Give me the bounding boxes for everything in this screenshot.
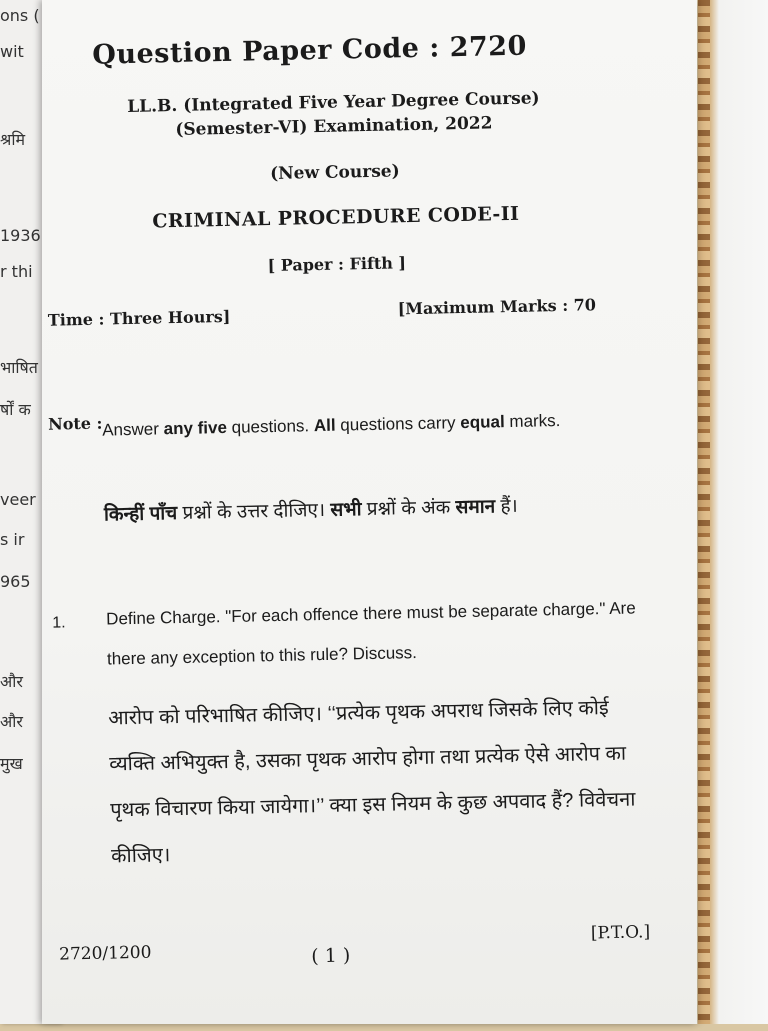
- background-text: wit: [0, 42, 24, 61]
- background-text: 1936: [0, 226, 41, 245]
- note-emphasis: सभी: [330, 499, 362, 521]
- note-emphasis: किन्हीं पाँच: [103, 503, 178, 526]
- question-paper-sheet: [42, 0, 697, 1024]
- note-english: Answer any five questions. All questions carry equal marks.: [102, 410, 561, 440]
- please-turn-over: [P.T.O.]: [590, 922, 651, 944]
- background-text: श्रमि: [0, 130, 26, 149]
- background-text: और: [0, 672, 23, 691]
- background-text: veer: [0, 490, 36, 509]
- maximum-marks: [Maximum Marks : 70: [397, 295, 597, 319]
- note-label: Note :: [47, 413, 103, 434]
- question-number: 1.: [52, 614, 66, 632]
- exam-title: (Semester-VI) Examination, 2022: [175, 113, 493, 140]
- background-text: र्षों क: [0, 400, 31, 419]
- question-paper-code: Question Paper Code : 2720: [92, 30, 528, 71]
- question-english: Define Charge. "For each offence there must be separate charge." Are there any exception to this rule? Discuss.: [105, 598, 636, 669]
- background-text: 965: [0, 572, 31, 591]
- footer-code: 2720/1200: [58, 942, 152, 965]
- note-emphasis: All: [313, 415, 336, 436]
- background-text: s ir: [0, 530, 25, 549]
- background-text: और: [0, 712, 23, 731]
- question-hindi: आरोप को परिभाषित कीजिए। ‘‘प्रत्येक पृथक अपराध जिसके लिए कोई व्यक्ति अभियुक्त है, उसका पृथक आरोप होगा तथा प्रत्येक ऐसे आरोप का पृथक विचारण किया जायेगा।’’ क्या इस नियम के कुछ अपवाद हैं? विवेचना कीजिए।: [108, 697, 636, 868]
- time-allowed: Time : Three Hours]: [47, 306, 231, 330]
- note-emphasis: समान: [455, 496, 496, 519]
- background-text: भाषित: [0, 358, 38, 377]
- subject-title: CRIMINAL PROCEDURE CODE-II: [152, 202, 520, 233]
- note-emphasis: any five: [163, 417, 228, 439]
- background-text: मुख: [0, 754, 23, 773]
- paper-number: [ Paper : Fifth ]: [267, 253, 407, 276]
- course-type: (New Course): [269, 161, 400, 185]
- note-emphasis: equal: [460, 412, 505, 433]
- page-number: ( 1 ): [311, 944, 351, 968]
- course-title: LL.B. (Integrated Five Year Degree Course): [127, 88, 540, 117]
- background-text: r thi: [0, 262, 33, 281]
- background-text: ons (: [0, 6, 40, 25]
- note-hindi: किन्हीं पाँच प्रश्नों के उत्तर दीजिए। सभी प्रश्नों के अंक समान हैं।: [103, 495, 518, 526]
